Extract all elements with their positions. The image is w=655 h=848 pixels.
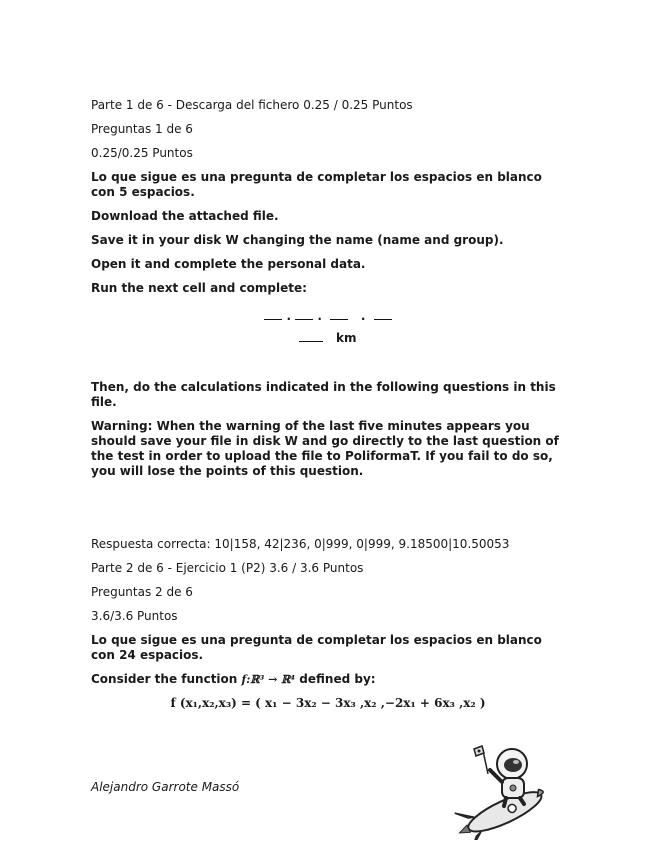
part2-header: Parte 2 de 6 - Ejercicio 1 (P2) 3.6 / 3.6 Puntos [91, 561, 364, 575]
part2-instruction: Lo que sigue es una pregunta de completar los espacios en blanco con 24 espacios. [91, 633, 542, 662]
blank-5[interactable] [299, 332, 323, 342]
step-save: Save it in your disk W changing the name (name and group). [91, 233, 504, 247]
unit-km: km [336, 331, 357, 345]
then-text: Then, do the calculations indicated in the following questions in this file. [91, 380, 556, 409]
warning-text: Warning: When the warning of the last five minutes appears you should save your file in disk W and go directly to the last question of the test in order to upload the file to PoliformaT. If you fail to do so, you will lose the points of this question. [91, 419, 559, 478]
consider-line [91, 672, 565, 687]
blank-4[interactable] [374, 310, 392, 320]
function-formula: f (x₁,x₂,x₃) = ( x₁ − 3x₂ − 3x₃ ,x₂ ,−2x₁ + 6x₃ ,x₂ ) [170, 696, 486, 710]
blanks-row: . . . [91, 309, 565, 324]
correct-answer: Respuesta correcta: 10|158, 42|236, 0|999, 0|999, 9.18500|10.50053 [91, 537, 510, 551]
blank-2[interactable] [295, 310, 313, 320]
blank-3[interactable] [330, 310, 348, 320]
part1-instruction: Lo que sigue es una pregunta de completar los espacios en blanco con 5 espacios. [91, 170, 542, 199]
part1-questions: Preguntas 1 de 6 [91, 122, 193, 136]
astronaut-rocket-icon [452, 740, 556, 840]
step-download: Download the attached file. [91, 209, 279, 223]
part2-score: 3.6/3.6 Puntos [91, 609, 178, 623]
step-open: Open it and complete the personal data. [91, 257, 366, 271]
defined-by-text: defined by: [299, 672, 376, 686]
consider-text: Consider the function [91, 672, 238, 686]
author-signature: Alejandro Garrote Massó [91, 780, 240, 794]
document-body [91, 98, 565, 711]
blank-km-row [91, 331, 565, 346]
part1-score: 0.25/0.25 Puntos [91, 146, 193, 160]
part1-header: Parte 1 de 6 - Descarga del fichero 0.25 / 0.25 Puntos [91, 98, 413, 112]
part2-questions: Preguntas 2 de 6 [91, 585, 193, 599]
blank-1[interactable] [264, 310, 282, 320]
mapping-text: f:ℝ³ → ℝ⁴ [241, 673, 296, 686]
step-run: Run the next cell and complete: [91, 281, 307, 295]
